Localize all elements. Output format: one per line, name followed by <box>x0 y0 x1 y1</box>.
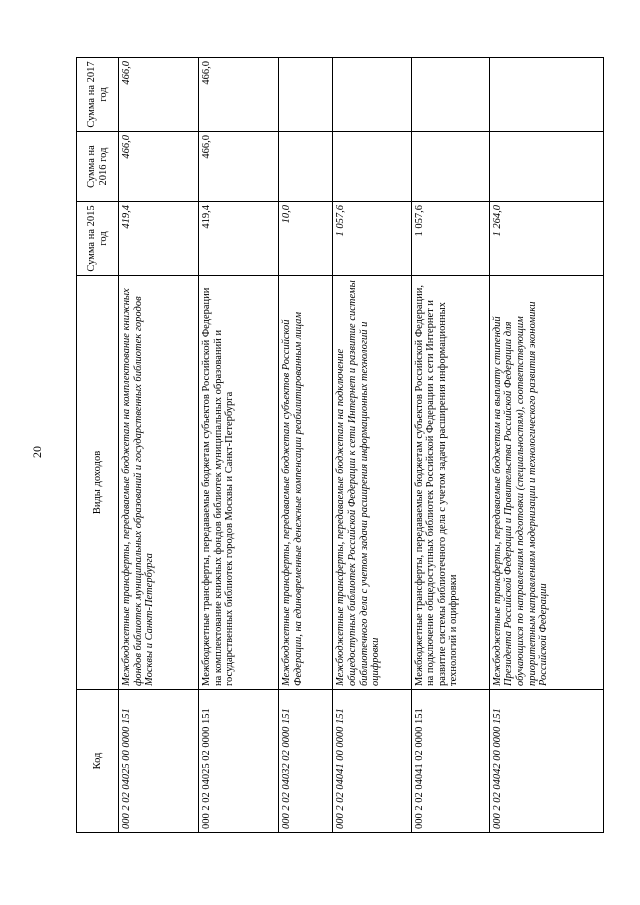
row-sum-2015: 419,4 <box>119 202 199 276</box>
row-sum-2016 <box>489 132 603 202</box>
row-sum-2015: 419,4 <box>199 202 279 276</box>
row-income-type: Межбюджетные трансферты, передаваемые бюджетам субъектов Российской Федерации на комплектование книжных фондов библиотек муниципальных образований и государственных библиотек городов Москвы и Санкт-Петербурга <box>199 276 279 690</box>
row-sum-2017 <box>333 58 411 132</box>
header-sum-2017: Сумма на 2017 год <box>77 58 119 132</box>
row-sum-2016: 466,0 <box>199 132 279 202</box>
header-income-type: Виды доходов <box>77 276 119 690</box>
row-code: 000 2 02 04041 02 0000 151 <box>411 690 489 833</box>
row-code: 000 2 02 04025 02 0000 151 <box>199 690 279 833</box>
row-sum-2017 <box>489 58 603 132</box>
budget-income-table <box>76 57 604 833</box>
table-row <box>411 58 489 833</box>
row-sum-2015: 1 057,6 <box>411 202 489 276</box>
row-income-type: Межбюджетные трансферты, передаваемые бюджетам субъектов Российской Федерации, на единовременные денежные компенсации реабилитированным лицам <box>279 276 333 690</box>
row-sum-2015: 10,0 <box>279 202 333 276</box>
table-row <box>333 58 411 833</box>
table-header-row <box>77 58 119 833</box>
row-sum-2016: 466,0 <box>119 132 199 202</box>
row-sum-2016 <box>333 132 411 202</box>
row-code: 000 2 02 04032 02 0000 151 <box>279 690 333 833</box>
row-sum-2017: 466,0 <box>199 58 279 132</box>
header-code: Код <box>77 690 119 833</box>
header-sum-2015: Сумма на 2015 год <box>77 202 119 276</box>
page-number: 20 <box>30 446 44 458</box>
row-sum-2016 <box>279 132 333 202</box>
rotated-page-content <box>76 58 604 833</box>
row-income-type: Межбюджетные трансферты, передаваемые бюджетам на выплату стипендий Президента Российской Федерации и Правительства Российской Федерации для обучающихся по направлениям подготовки (специальностям), соответствующим приоритетным направлениям модернизации и технологического развития экономики Российской Федерации <box>489 276 603 690</box>
row-income-type: Межбюджетные трансферты, передаваемые бюджетам на комплектование книжных фондов библиотек муниципальных образований и государственных библиотек городов Москвы и Санкт-Петербурга <box>119 276 199 690</box>
header-sum-2016: Сумма на 2016 год <box>77 132 119 202</box>
table-row <box>119 58 199 833</box>
row-sum-2016 <box>411 132 489 202</box>
row-sum-2017 <box>279 58 333 132</box>
row-code: 000 2 02 04041 00 0000 151 <box>333 690 411 833</box>
row-sum-2015: 1 057,6 <box>333 202 411 276</box>
row-sum-2017 <box>411 58 489 132</box>
row-sum-2017: 466,0 <box>119 58 199 132</box>
table-row <box>489 58 603 833</box>
row-sum-2015: 1 264,0 <box>489 202 603 276</box>
table-row <box>279 58 333 833</box>
row-income-type: Межбюджетные трансферты, передаваемые бюджетам субъектов Российской Федерации, на подключение общедоступных библиотек Российской Федерации к сети Интернет и развитие системы библиотечного дела с учетом задачи расширения информационных технологий и оцифровки <box>411 276 489 690</box>
row-code: 000 2 02 04042 00 0000 151 <box>489 690 603 833</box>
row-income-type: Межбюджетные трансферты, передаваемые бюджетам на подключение общедоступных библиотек Российской Федерации к сети Интернет и развитие системы библиотечного дела с учетом задачи расширения информационных технологий и оцифровки <box>333 276 411 690</box>
table-row <box>199 58 279 833</box>
row-code: 000 2 02 04025 00 0000 151 <box>119 690 199 833</box>
